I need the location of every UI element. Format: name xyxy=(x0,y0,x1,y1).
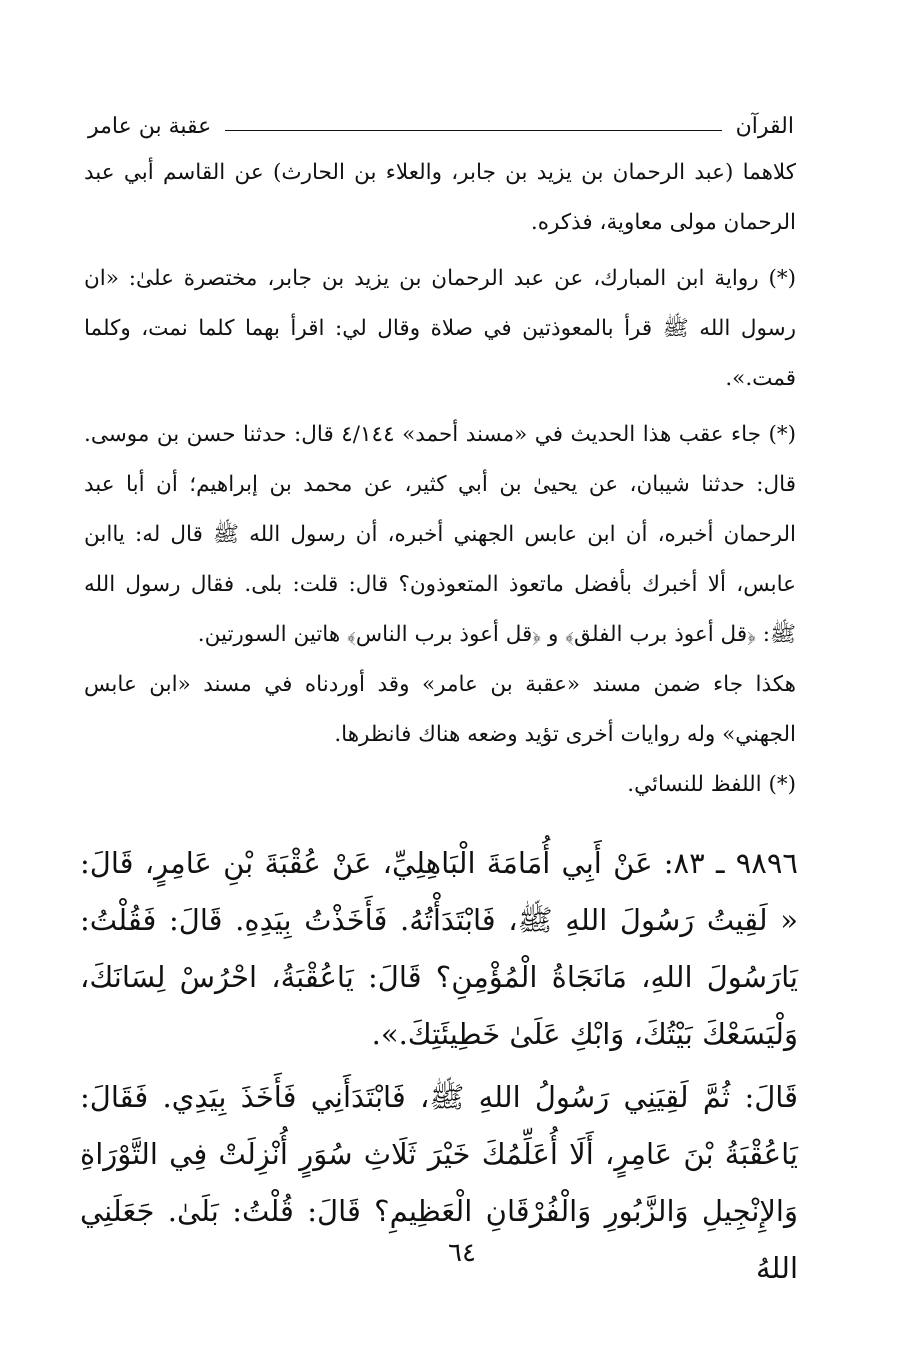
footnote-paragraph: كلاهما (عبد الرحمان بن يزيد بن جابر، والعلاء بن الحارث) عن القاسم أبي عبد الرحمان مولى معاوية، فذكره. xyxy=(84,160,796,235)
footnotes-block xyxy=(84,148,796,810)
footnote-paragraph: (*) رواية ابن المبارك، عن عبد الرحمان بن يزيد بن جابر، مختصرة علىٰ: «ان رسول الله ﷺ قرأ بالمعوذتين في صلاة وقال لي: اقرأ بهما كلما نمت، وكلما قمت.». xyxy=(84,266,796,391)
running-header xyxy=(88,108,794,144)
page-number: ٦٤ xyxy=(448,1238,476,1268)
header-title-right: القرآن xyxy=(735,113,794,139)
hadith-text-block xyxy=(80,835,798,1297)
footnote-paragraph: (*) اللفظ للنسائي. xyxy=(627,772,796,797)
hadith-paragraph: ٩٨٩٦ ـ ٨٣: عَنْ أَبِي أُمَامَةَ الْبَاهِلِيِّ، عَنْ عُقْبَةَ بْنِ عَامِرٍ، قَالَ: « لَقِيتُ رَسُولَ اللهِ ﷺ، فَابْتَدَأْتُهُ. فَأَخَذْتُ بِيَدِهِ. قَالَ: فَقُلْتُ: يَارَسُولَ اللهِ، مَانَجَاةُ الْمُؤْمِنِ؟ قَالَ: يَاعُقْبَةُ، احْرُسْ لِسَانَكَ، وَلْيَسَعْكَ بَيْتُكَ، وَابْكِ عَلَىٰ خَطِيئَتِكَ.». xyxy=(80,846,799,1051)
hadith-paragraph: قَالَ: ثُمَّ لَقِيَنِي رَسُولُ اللهِ ﷺ، فَابْتَدَأَنِي فَأَخَذَ بِيَدِي. فَقَالَ: يَاعُقْبَةُ بْنَ عَامِرٍ، أَلَا أُعَلِّمُكَ خَيْرَ ثَلَاثِ سُوَرٍ أُنْزِلَتْ فِي التَّوْرَاةِ وَالإِنْجِيلِ وَالزَّبُورِ وَالْفُرْقَانِ الْعَظِيمِ؟ قَالَ: قُلْتُ: بَلَىٰ. جَعَلَنِي اللهُ xyxy=(80,1080,798,1285)
header-title-left: عقبة بن عامر xyxy=(88,113,212,139)
header-rule xyxy=(225,130,721,131)
footnote-paragraph: (*) جاء عقب هذا الحديث في «مسند أحمد» ٤/١٤٤ قال: حدثنا حسن بن موسى. قال: حدثنا شيبان، عن يحيىٰ بن أبي كثير، عن محمد بن إبراهيم؛ أن أبا عبد الرحمان أخبره، أن ابن عابس الجهني أخبره، أن رسول الله ﷺ قال له: ياابن عابس، ألا أخبرك بأفضل ماتعوذ المتعوذون؟ قال: قلت: بلى. فقال رسول الله ﷺ: ﴿قل أعوذ برب الفلق﴾ و ﴿قل أعوذ برب الناس﴾ هاتين السورتين. xyxy=(84,422,796,647)
footnote-paragraph: هكذا جاء ضمن مسند «عقبة بن عامر» وقد أوردناه في مسند «ابن عابس الجهني» وله روايات أخرى تؤيد وضعه هناك فانظرها. xyxy=(84,672,796,747)
